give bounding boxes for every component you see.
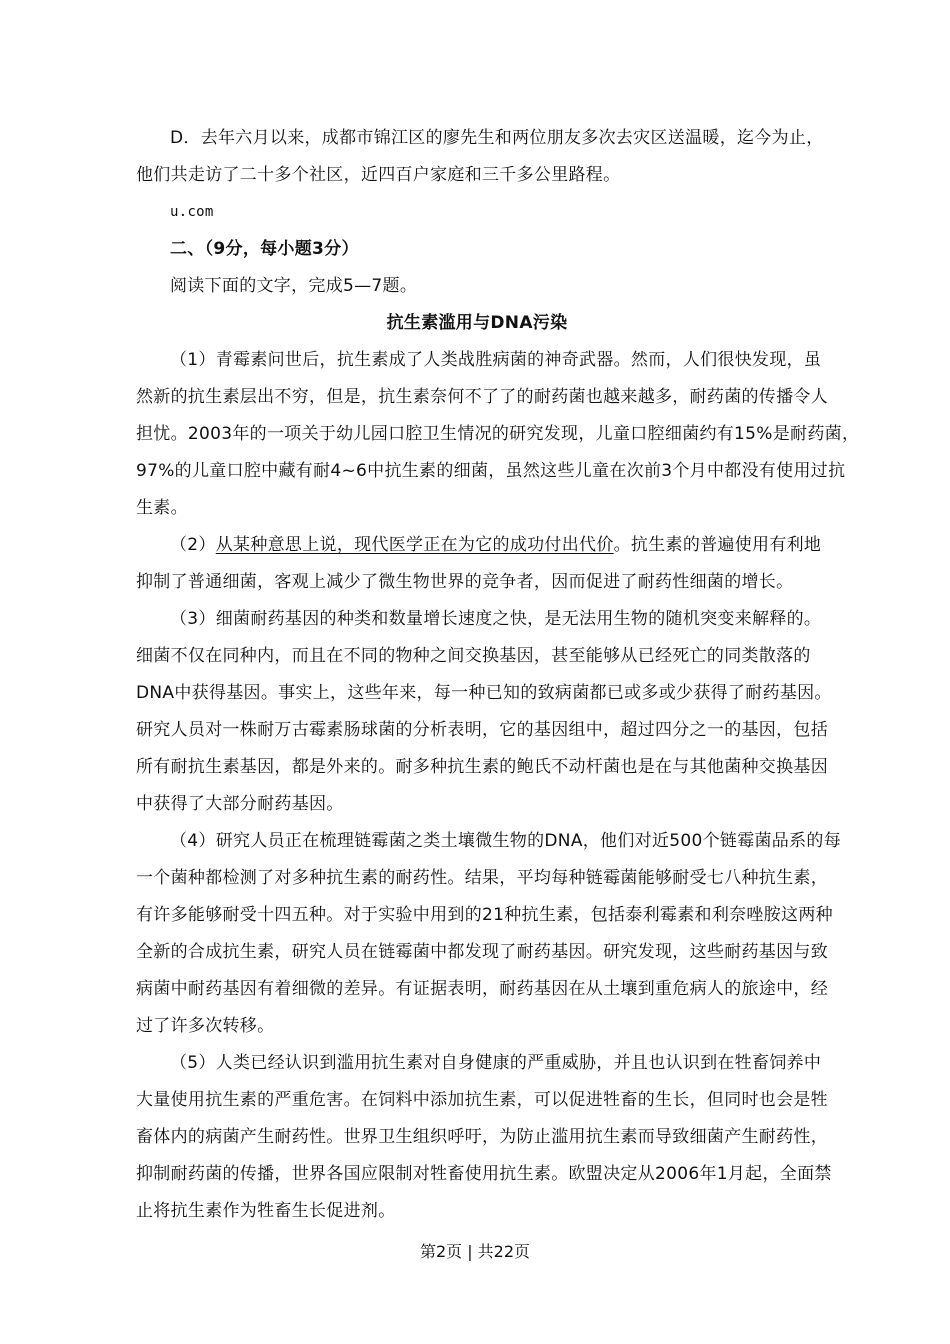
paragraph-5 [136,1045,832,1230]
paragraph-4 [136,823,841,1045]
paragraph-line: 中获得了大部分耐药基因。 [136,794,344,814]
paragraph-line: 一个菌种都检测了对多种抗生素的耐药性。结果，平均每种链霉菌能够耐受七八种抗生素， [136,868,828,888]
paragraph-line: （3）细菌耐药基因的种类和数量增长速度之快，是无法用生物的随机突变来解释的。 [170,609,822,629]
article-title: 抗生素滥用与DNA污染 [386,313,568,333]
paragraph-line: 生素。 [136,498,188,518]
paragraph-1 [136,342,860,527]
paragraph-line: 所有耐抗生素基因，都是外来的。耐多种抗生素的鲍氏不动杆菌也是在与其他菌种交换基因 [136,757,828,777]
paragraph-line: 细菌不仅在同种内，而且在不同的物种之间交换基因，甚至能够从已经死亡的同类散落的 [136,646,811,666]
section-instruction: 阅读下面的文字，完成5—7题。 [170,276,418,296]
paragraph-line: 全新的合成抗生素，研究人员在链霉菌中都发现了耐药基因。研究发现，这些耐药基因与致 [136,942,828,962]
page-footer: 第2页 | 共22页 [419,1242,531,1261]
paragraph-line: （4）研究人员正在梳理链霉菌之类土壤微生物的DNA，他们对近500个链霉菌品系的每 [170,831,841,851]
paragraph-line: DNA中获得基因。事实上，这些年来，每一种已知的致病菌都已或多或少获得了耐药基因。 [136,683,832,703]
question-d-line-2: 他们共走访了二十多个社区，近四百户家庭和三千多公里路程。 [136,165,621,185]
paragraph-line: 过了许多次转移。 [136,1016,275,1036]
paragraph-text: 。抗生素的普遍使用有利地 [613,535,822,555]
paragraph-label: （2） [170,535,216,555]
paragraph-line: 担忧。2003年的一项关于幼儿园口腔卫生情况的研究发现，儿童口腔细菌约有15%是耐药菌， [136,424,860,444]
paragraph-line: 病菌中耐药基因有着细微的差异。有证据表明，耐药基因在从土壤到重危病人的旅途中，经 [136,979,828,999]
paragraph-line: 有许多能够耐受十四五种。对于实验中用到的21种抗生素，包括泰利霉素和利奈唑胺这两种 [136,905,833,925]
underlined-sentence: 从某种意思上说，现代医学正在为它的成功付出代价 [215,535,614,555]
paragraph-line: 抑制了普通细菌，客观上减少了微生物世界的竞争者，因而促进了耐药性细菌的增长。 [136,572,794,592]
paragraph-line: 97%的儿童口腔中藏有耐4~6中抗生素的细菌，虽然这些儿童在次前3个月中都没有使用过抗 [136,461,846,481]
paragraph-line: （1）青霉素问世后，抗生素成了人类战胜病菌的神奇武器。然而，人们很快发现，虽 [170,350,822,370]
paragraph-line: 大量使用抗生素的严重危害。在饲料中添加抗生素，可以促进牲畜的生长，但同时也会是牲 [136,1090,828,1110]
paragraph-3 [136,601,832,823]
paragraph-line: 然新的抗生素层出不穷，但是，抗生素奈何不了了的耐药菌也越来越多，耐药菌的传播令人 [136,387,828,407]
document-body [136,120,860,1230]
paragraph-line: 抑制耐药菌的传播，世界各国应限制对牲畜使用抗生素。欧盟决定从2006年1月起，全面禁 [136,1164,832,1184]
paragraph-line: 畜体内的病菌产生耐药性。世界卫生组织呼吁，为防止滥用抗生素而导致细菌产生耐药性， [136,1127,828,1147]
section-heading: 二、（9分，每小题3分） [170,239,359,259]
paragraph-line: 研究人员对一株耐万古霉素肠球菌的分析表明，它的基因组中，超过四分之一的基因，包括 [136,720,828,740]
paragraph-line: （5）人类已经认识到滥用抗生素对自身健康的严重威胁，并且也认识到在牲畜饲养中 [170,1053,822,1073]
stray-text: u.com [170,204,214,220]
question-d-line-1: D．去年六月以来，成都市锦江区的廖先生和两位朋友多次去灾区送温暖，迄今为止， [170,128,824,148]
paragraph-line: 止将抗生素作为牲畜生长促进剂。 [136,1201,396,1221]
paragraph-line [136,527,822,564]
paragraph-2 [136,527,822,601]
